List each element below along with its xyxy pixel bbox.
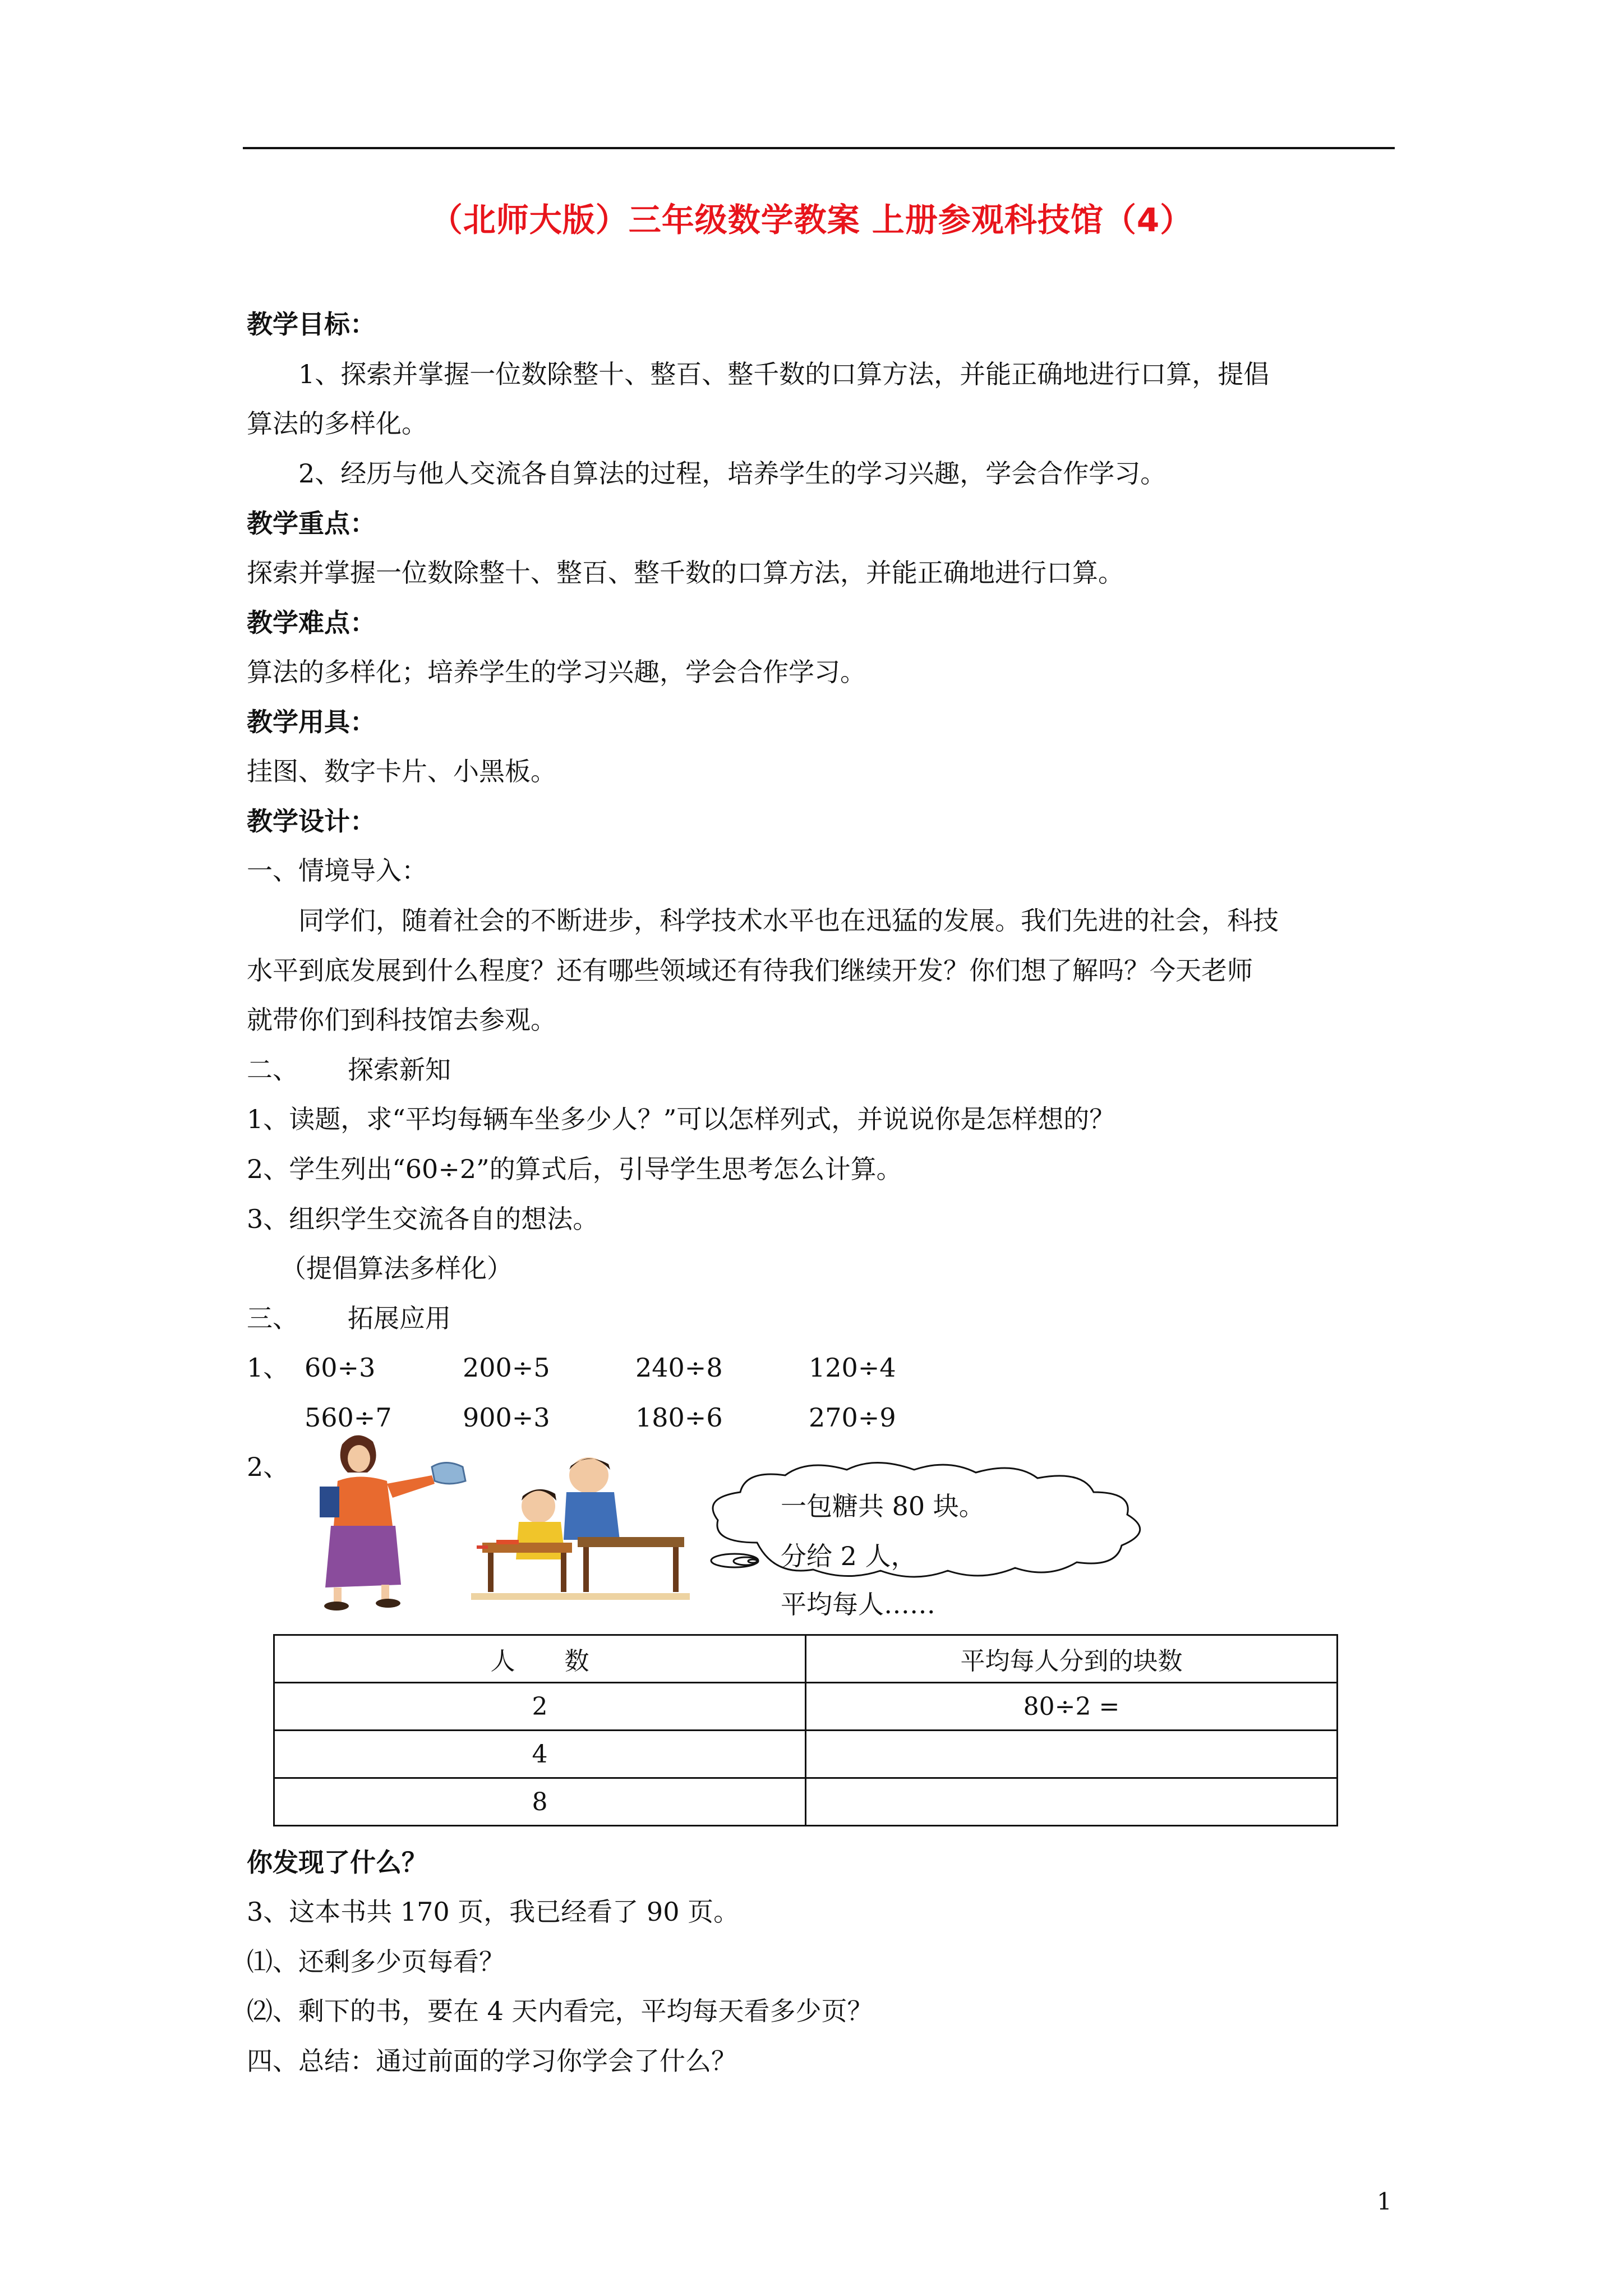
part2-heading: 探索新知 bbox=[348, 1055, 451, 1085]
exercise-1-label: 1、 bbox=[247, 1352, 289, 1383]
table-row bbox=[274, 1778, 1338, 1826]
exercise-item: 560÷7 bbox=[305, 1402, 392, 1433]
part2-number: 二、 bbox=[247, 1055, 298, 1085]
table-cell: 8 bbox=[274, 1778, 806, 1826]
goal-2: 2、经历与他人交流各自算法的过程，培养学生的学习兴趣，学会合作学习。 bbox=[298, 458, 1166, 489]
exercise-item: 270÷9 bbox=[809, 1402, 896, 1433]
part1-line-1: 同学们，随着社会的不断进步，科学技术水平也在迅猛的发展。我们先进的社会，科技 bbox=[298, 905, 1279, 936]
table-cell: 2 bbox=[274, 1683, 806, 1731]
goal-1-line-1: 1、探索并掌握一位数除整十、整百、整千数的口算方法，并能正确地进行口算，提倡 bbox=[298, 359, 1270, 389]
part2-note: （提倡算法多样化） bbox=[280, 1253, 513, 1283]
exercise-item: 240÷8 bbox=[635, 1352, 723, 1383]
part2-item-1: 1、读题，求“平均每辆车坐多少人？”可以怎样列式，并说说你是怎样想的？ bbox=[247, 1104, 1115, 1134]
tools-text: 挂图、数字卡片、小黑板。 bbox=[247, 756, 556, 786]
table-header-row bbox=[274, 1635, 1338, 1683]
header-rule bbox=[243, 147, 1395, 149]
table-cell: 4 bbox=[274, 1731, 806, 1778]
difficulty-heading: 教学难点： bbox=[247, 608, 376, 638]
discover-heading: 你发现了什么？ bbox=[247, 1847, 427, 1878]
teacher-figure bbox=[320, 1435, 465, 1611]
exercise-3-line-3: ⑵、剩下的书，要在 4 天内看完，平均每天看多少页？ bbox=[247, 1996, 873, 2026]
focus-text: 探索并掌握一位数除整十、整百、整千数的口算方法，并能正确地进行口算。 bbox=[247, 558, 1124, 588]
table-cell: 80÷2 = bbox=[806, 1683, 1338, 1731]
table-row bbox=[274, 1683, 1338, 1731]
exercise-2-label: 2、 bbox=[247, 1452, 289, 1482]
exercise-item: 120÷4 bbox=[809, 1352, 896, 1383]
cloud-line-1: 一包糖共 80 块。 bbox=[781, 1491, 985, 1521]
exercise-3-line-1: 3、这本书共 170 页，我已经看了 90 页。 bbox=[247, 1897, 740, 1927]
classroom-illustration bbox=[303, 1428, 690, 1613]
design-heading: 教学设计： bbox=[247, 806, 376, 836]
table-header-cell: 人 数 bbox=[274, 1635, 806, 1683]
goals-heading: 教学目标： bbox=[247, 309, 376, 339]
candy-division-table bbox=[273, 1634, 1338, 1826]
speech-cloud bbox=[690, 1458, 1183, 1588]
page-title: （北师大版）三年级数学教案 上册参观科技馆（4） bbox=[430, 201, 1193, 239]
part1-heading: 一、情境导入： bbox=[247, 855, 427, 886]
part2-item-2: 2、学生列出“60÷2”的算式后，引导学生思考怎么计算。 bbox=[247, 1154, 902, 1184]
table-row bbox=[274, 1731, 1338, 1778]
difficulty-text: 算法的多样化；培养学生的学习兴趣，学会合作学习。 bbox=[247, 657, 866, 687]
exercise-item: 900÷3 bbox=[463, 1402, 550, 1433]
part1-line-2: 水平到底发展到什么程度？还有哪些领域还有待我们继续开发？你们想了解吗？今天老师 bbox=[247, 955, 1253, 986]
part3-heading: 拓展应用 bbox=[348, 1303, 451, 1333]
part4-summary: 四、总结：通过前面的学习你学会了什么？ bbox=[247, 2046, 737, 2076]
page-number: 1 bbox=[1377, 2188, 1392, 2215]
table-cell bbox=[806, 1731, 1338, 1778]
table-cell bbox=[806, 1778, 1338, 1826]
part1-line-3: 就带你们到科技馆去参观。 bbox=[247, 1005, 556, 1035]
table-header-cell: 平均每人分到的块数 bbox=[806, 1635, 1338, 1683]
exercise-3-line-2: ⑴、还剩多少页每看？ bbox=[247, 1947, 505, 1977]
exercise-item: 180÷6 bbox=[635, 1402, 723, 1433]
exercise-item: 200÷5 bbox=[463, 1352, 550, 1383]
focus-heading: 教学重点： bbox=[247, 508, 376, 539]
tools-heading: 教学用具： bbox=[247, 707, 376, 737]
students-figure bbox=[477, 1457, 684, 1592]
exercise-item: 60÷3 bbox=[305, 1352, 376, 1383]
cloud-line-3: 平均每人…… bbox=[781, 1589, 935, 1619]
part3-number: 三、 bbox=[247, 1303, 298, 1333]
goal-1-line-2: 算法的多样化。 bbox=[247, 408, 427, 439]
part2-item-3: 3、组织学生交流各自的想法。 bbox=[247, 1204, 599, 1234]
cloud-line-2: 分给 2 人， bbox=[781, 1541, 917, 1571]
